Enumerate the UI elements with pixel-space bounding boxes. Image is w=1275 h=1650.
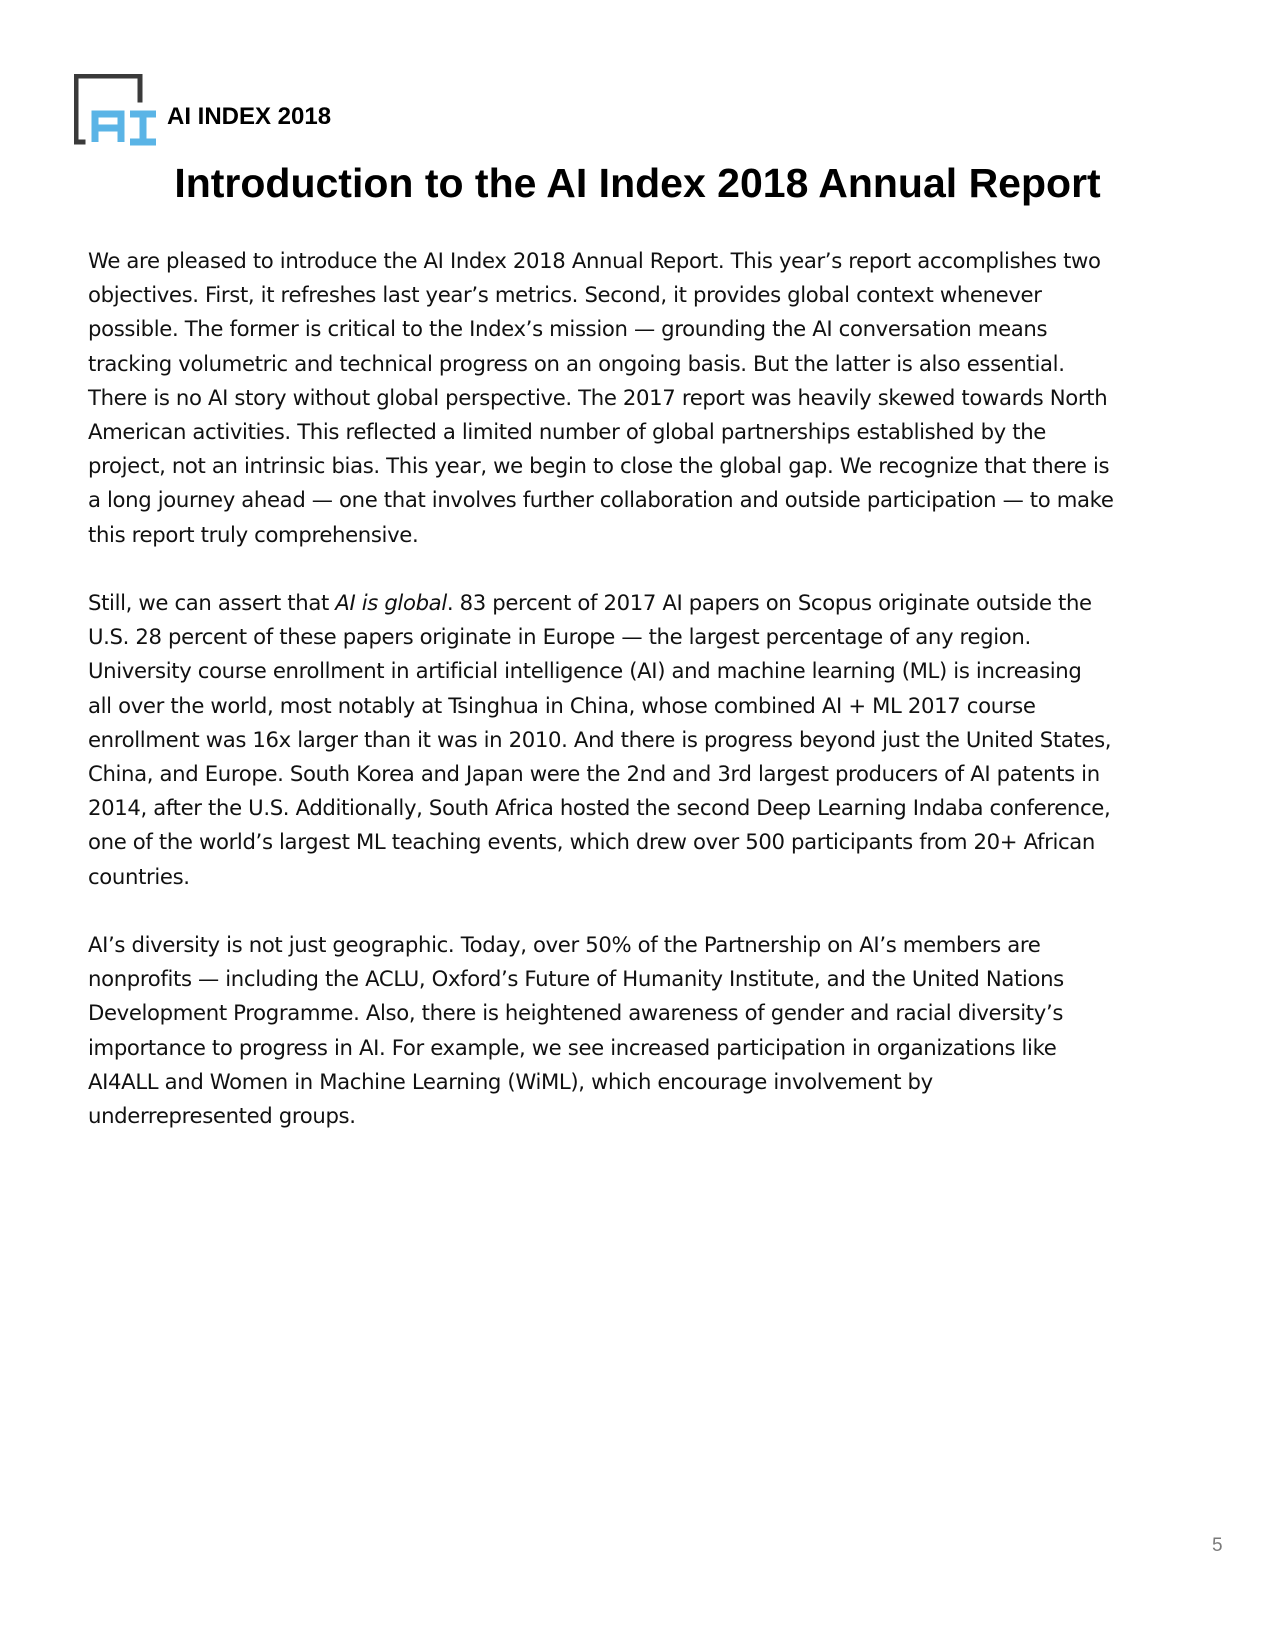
text-line: all over the world, most notably at Tsinghua in China, whose combined AI + ML 2017 course <box>88 692 1036 718</box>
text-line: objectives. First, it refreshes last year’s metrics. Second, it provides global context whenever <box>88 282 1042 308</box>
text-line: project, not an intrinsic bias. This year, we begin to close the global gap. We recognize that there is <box>88 453 1110 479</box>
text-line: countries. <box>88 863 190 889</box>
text-line: U.S. 28 percent of these papers originate in Europe — the largest percentage of any region. <box>88 624 1031 650</box>
text-line: one of the world’s largest ML teaching events, which drew over 500 participants from 20+ African <box>88 829 1095 855</box>
text-line: importance to progress in AI. For example, we see increased participation in organizations like <box>88 1034 1057 1060</box>
text-line: underrepresented groups. <box>88 1103 356 1129</box>
text-line: China, and Europe. South Korea and Japan were the 2nd and 3rd largest producers of AI patents in <box>88 761 1100 787</box>
text-line: AI’s diversity is not just geographic. Today, over 50% of the Partnership on AI’s members are <box>88 932 1041 958</box>
text-run: Still, we can assert that <box>88 590 336 616</box>
emphasis-text: AI is global <box>335 590 447 616</box>
paragraph-1 <box>88 244 1198 552</box>
page-number: 5 <box>1212 1535 1223 1556</box>
text-line: enrollment was 16x larger than it was in 2010. And there is progress beyond just the United States, <box>88 726 1112 752</box>
logo-label: AI INDEX 2018 <box>167 103 332 130</box>
text-line: 2014, after the U.S. Additionally, South Africa hosted the second Deep Learning Indaba conference, <box>88 795 1111 821</box>
text-line: nonprofits — including the ACLU, Oxford’s Future of Humanity Institute, and the United Nations <box>88 966 1064 992</box>
text-line: this report truly comprehensive. <box>88 521 419 547</box>
text-run: . 83 percent of 2017 AI papers on Scopus originate outside the <box>446 590 1092 616</box>
body-text <box>88 244 1198 1167</box>
ai-logo-icon <box>74 74 164 154</box>
paragraph-2 <box>88 586 1198 894</box>
text-line: University course enrollment in artificial intelligence (AI) and machine learning (ML) is increasing <box>88 658 1082 684</box>
paragraph-3 <box>88 928 1198 1133</box>
page-title: Introduction to the AI Index 2018 Annual Report <box>174 160 1101 206</box>
text-line <box>88 586 1198 620</box>
text-line: American activities. This reflected a limited number of global partnerships established by the <box>88 419 1046 445</box>
text-line: We are pleased to introduce the AI Index 2018 Annual Report. This year’s report accomplishes two <box>88 248 1101 273</box>
text-line: a long journey ahead — one that involves further collaboration and outside participation — to make <box>88 487 1114 513</box>
text-line: tracking volumetric and technical progress on an ongoing basis. But the latter is also essential. <box>88 350 1065 376</box>
text-line: Development Programme. Also, there is heightened awareness of gender and racial diversity’s <box>88 1000 1064 1026</box>
ai-index-logo <box>74 74 164 154</box>
text-line: possible. The former is critical to the Index’s mission — grounding the AI conversation means <box>88 316 1048 342</box>
text-line: There is no AI story without global perspective. The 2017 report was heavily skewed towards North <box>88 384 1108 410</box>
text-line: AI4ALL and Women in Machine Learning (WiML), which encourage involvement by <box>88 1068 933 1094</box>
